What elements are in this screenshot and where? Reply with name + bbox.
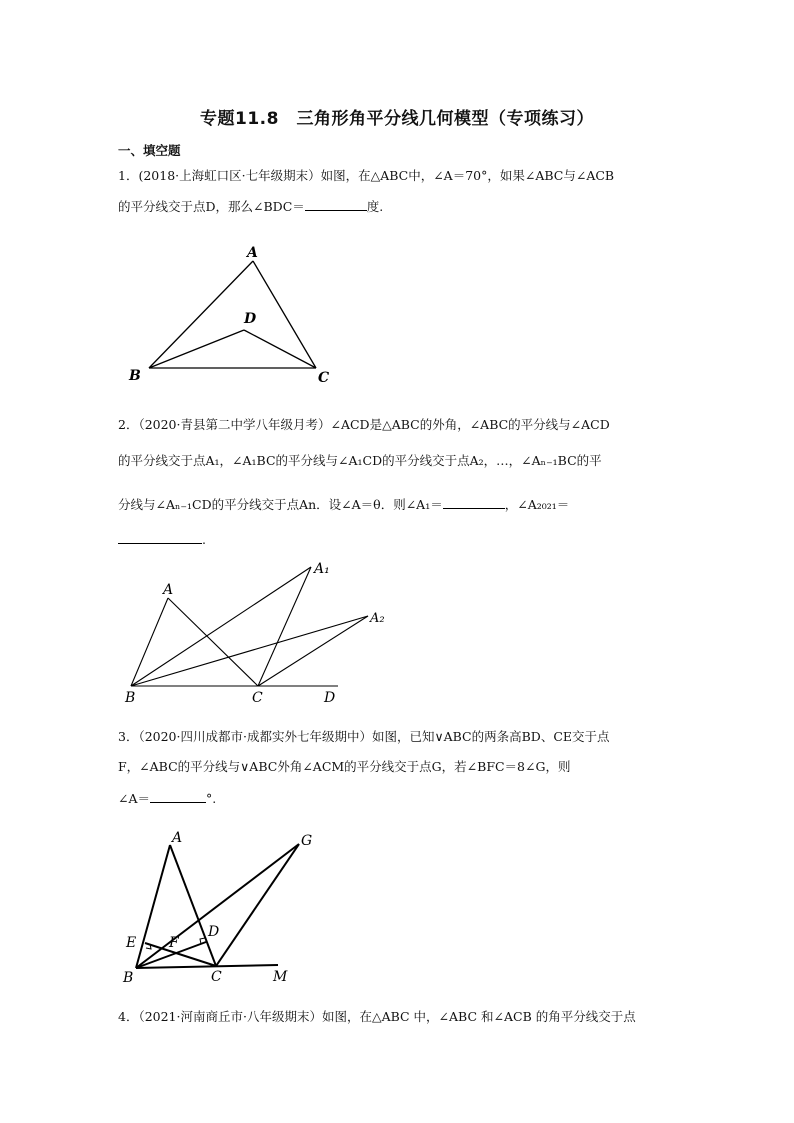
q3-altitude-ce <box>145 943 216 966</box>
q2-answer-blank-1[interactable] <box>443 496 505 509</box>
q3-figure <box>118 828 328 988</box>
q3-text: ∠A＝ <box>118 791 151 806</box>
q2-label-a1: A₁ <box>314 561 330 577</box>
q1-label-b: B <box>129 368 141 384</box>
q2-answer-blank-2[interactable] <box>118 531 202 544</box>
q3-answer-blank[interactable] <box>150 790 206 803</box>
q2-bisector-ba2 <box>131 616 368 686</box>
q2-label-a: A <box>163 582 174 598</box>
q2-label-b: B <box>125 690 136 706</box>
q2-line1: 2．（2020·青县第二中学八年级月考）∠ACD是△ABC的外角，∠ABC的平分线与∠ACD <box>118 417 610 432</box>
q3-text-end: °. <box>206 791 217 806</box>
q3-label-m: M <box>273 969 288 985</box>
q3-label-b: B <box>123 970 134 986</box>
q1-label-c: C <box>318 370 330 386</box>
q2-label-c: C <box>252 690 263 706</box>
q2-line3 <box>118 496 569 513</box>
q3-label-c: C <box>211 969 222 985</box>
q2-line2: 的平分线交于点A₁，∠A₁BC的平分线与∠A₁CD的平分线交于点A₂，…，∠Aₙ₋₁BC的平 <box>118 453 602 468</box>
q2-figure <box>118 556 398 706</box>
q1-figure <box>120 240 350 390</box>
q3-line-bm <box>136 965 278 968</box>
q2-text-end: . <box>202 532 206 547</box>
q3-line3 <box>118 790 216 807</box>
q1-text: 的平分线交于点D，那么∠BDC＝ <box>118 199 305 214</box>
q4-line1: 4．（2021·河南商丘市·八年级期末）如图，在△ABC 中，∠ABC 和∠ACB 的角平分线交于点 <box>118 1009 636 1024</box>
q3-label-g: G <box>301 833 313 849</box>
q1-text-end: 度. <box>366 199 384 214</box>
q3-bisector-cg <box>216 844 299 966</box>
q2-label-d: D <box>324 690 336 706</box>
page-title: 专题11.8 三角形角平分线几何模型（专项练习） <box>200 109 594 129</box>
q1-answer-blank[interactable] <box>305 198 367 211</box>
q3-label-a: A <box>172 830 183 846</box>
q3-bisector-bg <box>136 844 299 968</box>
q1-bisector-bd <box>149 330 244 368</box>
q1-label-d: D <box>244 311 257 327</box>
q3-line2: F，∠ABC的平分线与∨ABC外角∠ACM的平分线交于点G，若∠BFC＝8∠G，则 <box>118 759 571 774</box>
q2-label-a2: A₂ <box>370 611 385 626</box>
q3-label-f: F <box>169 935 179 951</box>
q1-line2 <box>118 198 383 215</box>
q1-side-ab <box>149 261 253 368</box>
q2-text-mid: ，∠A₂₀₂₁＝ <box>504 497 570 512</box>
q1-label-a: A <box>247 245 258 261</box>
section-heading: 一、填空题 <box>118 143 181 158</box>
q3-line1: 3．（2020·四川成都市·成都实外七年级期中）如图，已知∨ABC的两条高BD、CE交于点 <box>118 729 610 744</box>
q3-label-d: D <box>208 924 220 940</box>
q3-label-e: E <box>126 935 137 951</box>
q2-bisector-ca2 <box>258 616 368 686</box>
q2-text: 分线与∠Aₙ₋₁CD的平分线交于点An．设∠A＝θ．则∠A₁＝ <box>118 497 443 512</box>
q2-line4 <box>118 531 206 548</box>
q2-side-ab <box>131 598 168 686</box>
q1-line1: 1．(2018·上海虹口区·七年级期末）如图，在△ABC中，∠A＝70°，如果∠ABC与∠ACB <box>118 168 615 183</box>
